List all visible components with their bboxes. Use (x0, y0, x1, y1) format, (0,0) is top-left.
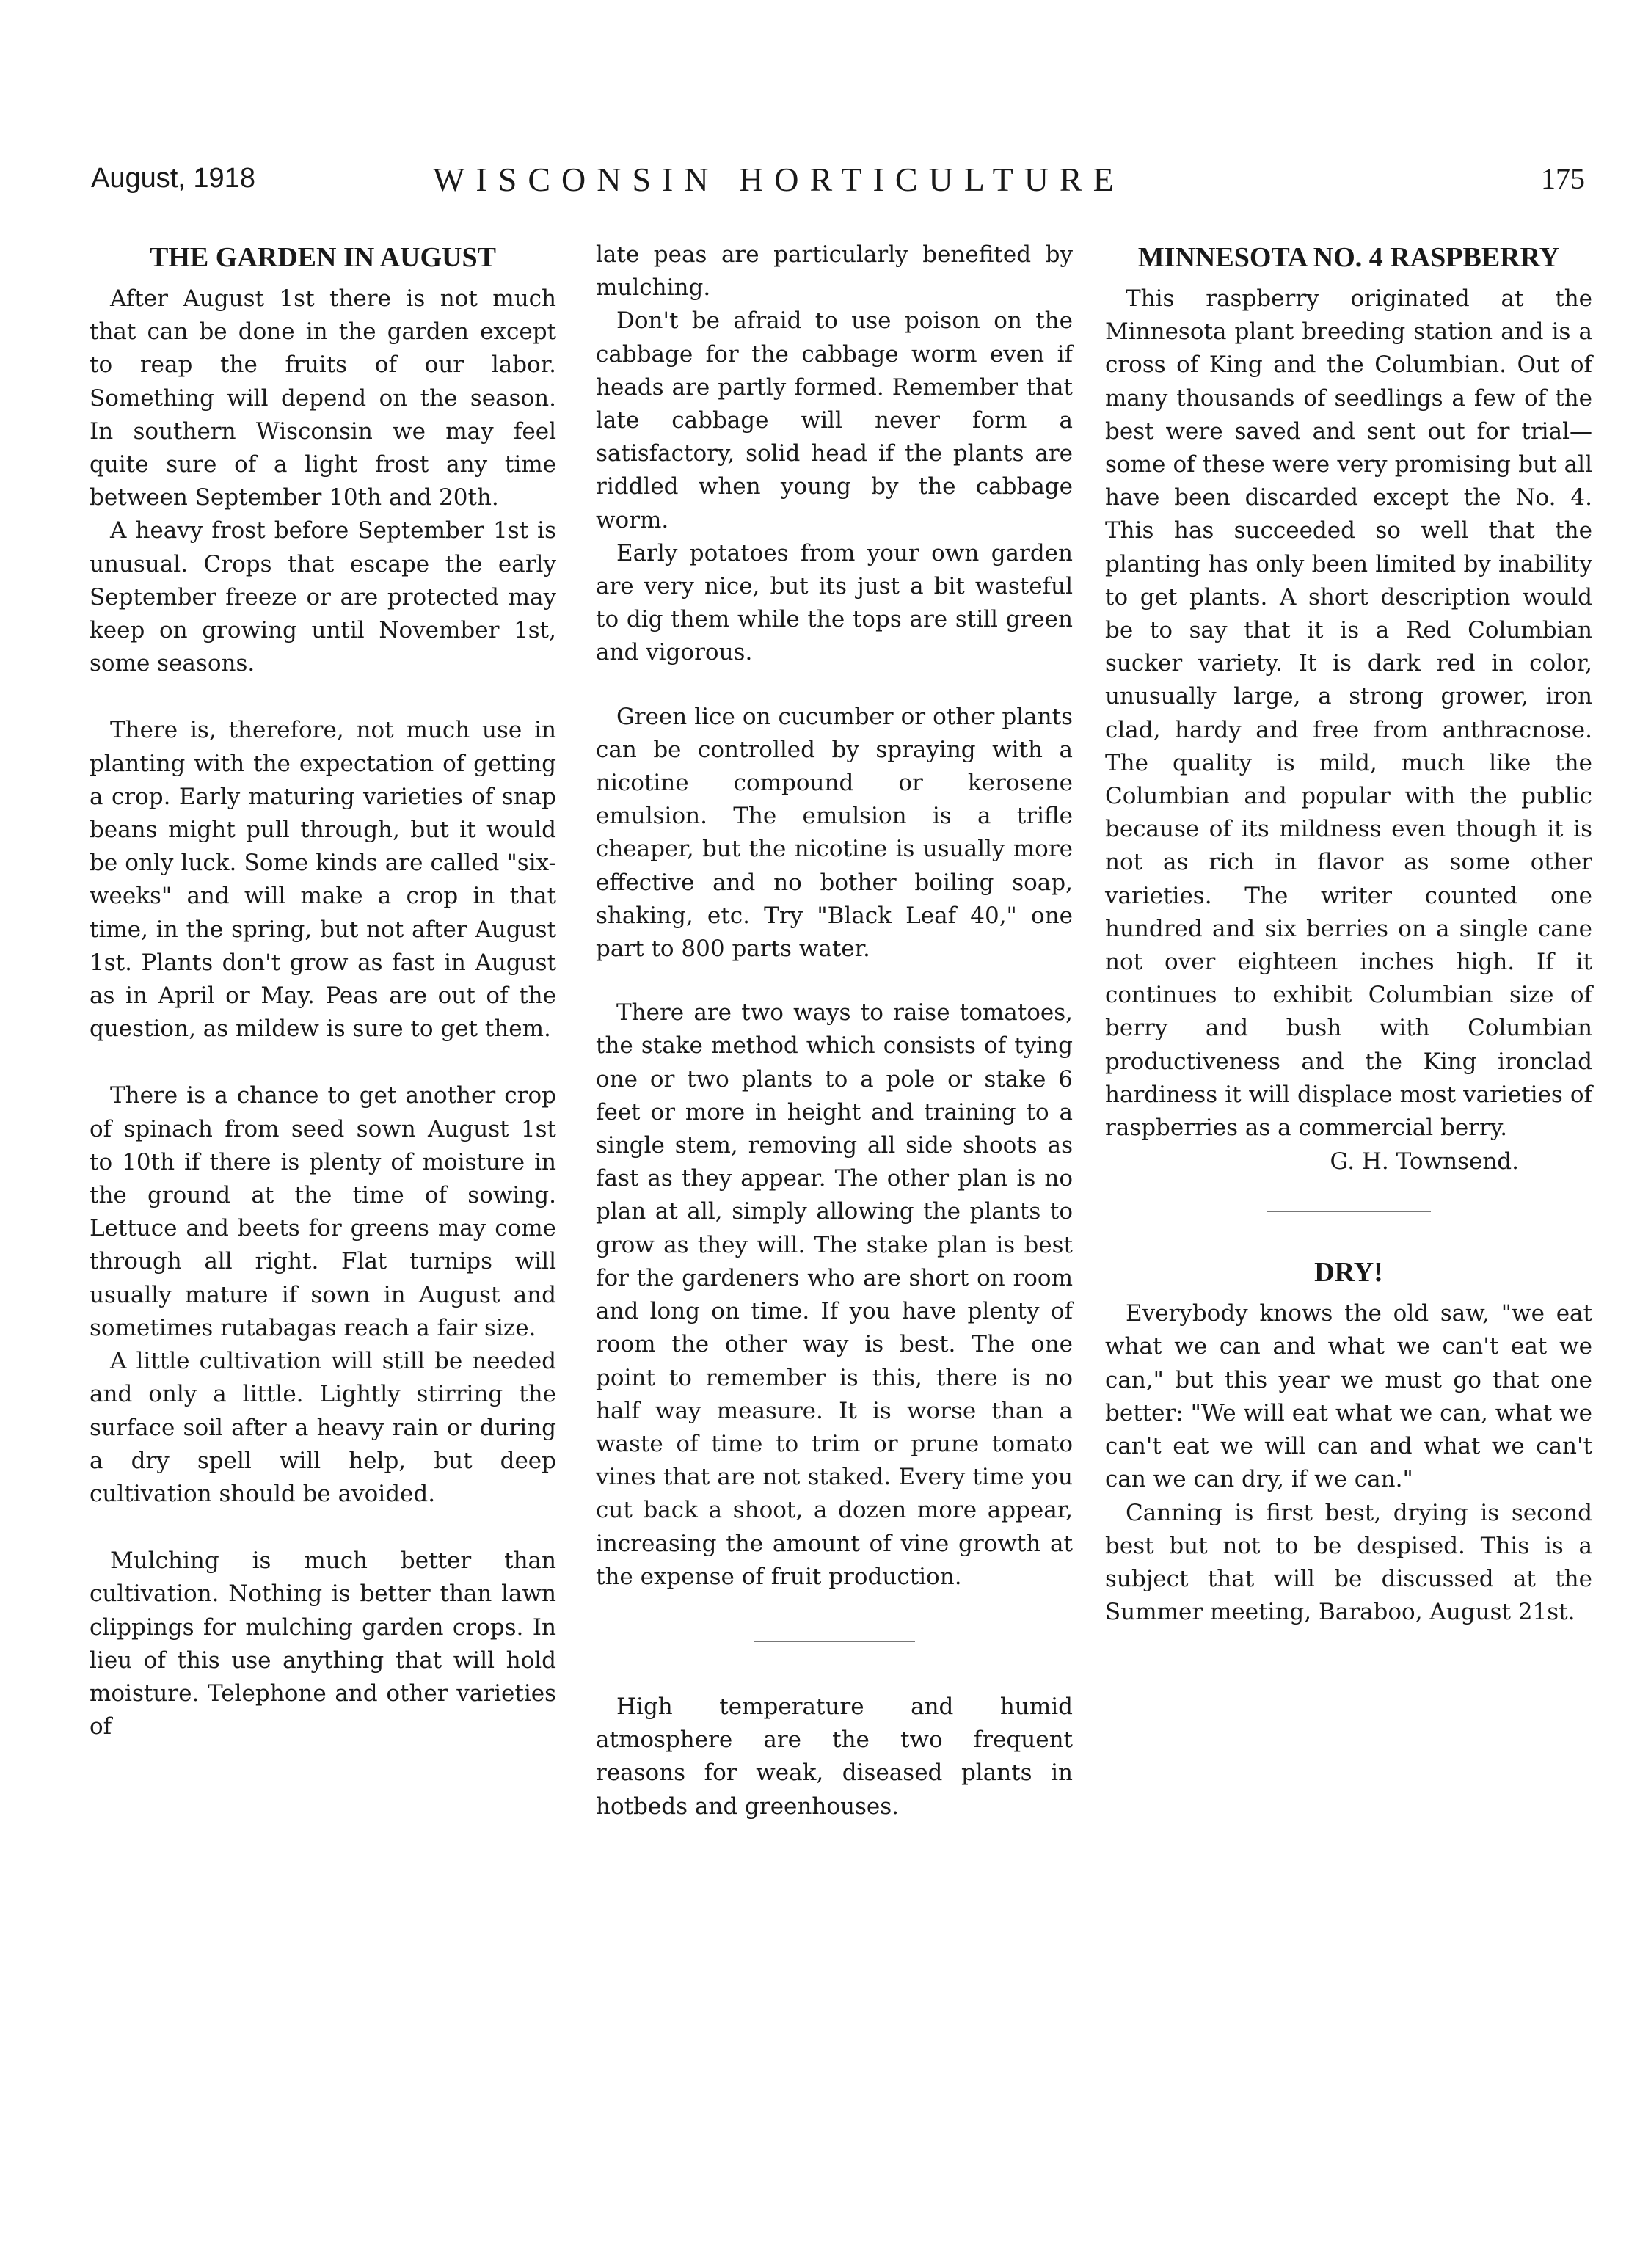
section-divider (754, 1641, 915, 1642)
column-3 (1105, 238, 1592, 1629)
dry-paragraph-1: Everybody knows the old saw, "we eat what we can and what we can't eat we can," but this year we must go that one better: "We will eat what we can, what we can't eat we will can and what we can't can we can dry, if we can." (1105, 1300, 1592, 1493)
page-number: 175 (1541, 162, 1585, 195)
raspberry-paragraph: This raspberry originated at the Minnesota plant breeding station and is a cross of King and the Columbian. Out of many thousands of seedlings a few of the best were saved and sent out for trial—some of these were very promising but all have been discarded except the No. 4. This has succeeded so well that the planting has only been limited by inability to get plants. A short description would be to say that it is a Red Columbian sucker variety. It is dark red in color, unusually large, a strong grower, iron clad, hardy and free from anthracnose. The quality is mild, much like the Columbian and popular with the public because of its mildness even though it is not as rich in flavor as some other varieties. The writer counted one hundred and six berries on a single cane not over eighteen inches high. If it continues to exhibit Columbian size of berry and bush with Columbian productiveness and the King ironclad hardiness it will displace most varieties of raspberries as a commercial berry. (1105, 285, 1592, 1142)
author-signature: G. H. Townsend. (1330, 1148, 1519, 1175)
publication-title: WISCONSIN HORTICULTURE (433, 161, 1125, 198)
garden-paragraph-8: Don't be afraid to use poison on the cabbage for the cabbage worm even if heads are partly formed. Remember that late cabbage will never form a satisfactory, solid head if the plants are riddled when young by the cabbage worm. (596, 307, 1073, 533)
hotbed-note: High temperature and humid atmosphere are the two frequent reasons for weak, diseased plants in hotbeds and greenhouses. (596, 1693, 1073, 1820)
garden-paragraph-5: A little cultivation will still be needed and only a little. Lightly stirring the surface soil after a heavy rain or during a dry spell will help, but deep cultivation should be avoided. (90, 1348, 556, 1507)
garden-paragraph-7: late peas are particularly benefited by mulching. (596, 241, 1073, 302)
article-title-garden: THE GARDEN IN AUGUST (150, 242, 496, 273)
running-header (0, 163, 1651, 207)
garden-paragraph-2: A heavy frost before September 1st is unusual. Crops that escape the early September freeze or are protected may keep on growing until November 1st, some seasons. (90, 517, 556, 677)
garden-paragraph-4: There is a chance to get another crop of spinach from seed sown August 1st to 10th if there is plenty of moisture in the ground at the time of sowing. Lettuce and beets for greens may come through all right. Flat turnips will usually mature if sown in August and sometimes rutabagas reach a fair size. (90, 1082, 556, 1341)
garden-paragraph-9: Early potatoes from your own garden are very nice, but its just a bit wasteful to dig them while the tops are still green and vigorous. (596, 539, 1073, 666)
article-title-dry: DRY! (1314, 1257, 1383, 1288)
dry-paragraph-2: Canning is first best, drying is second best but not to be despised. This is a subject that will be discussed at the Summer meeting, Baraboo, August 21st. (1105, 1499, 1592, 1626)
garden-paragraph-10: Green lice on cucumber or other plants can be controlled by spraying with a nicotine compound or kerosene emulsion. The emulsion is a trifle cheaper, but the nicotine is usually more effective and no bother boiling soap, shaking, etc. Try "Black Leaf 40," one part to 800 parts water. (596, 703, 1073, 963)
column-1 (90, 238, 556, 1743)
garden-paragraph-3: There is, therefore, not much use in planting with the expectation of getting a crop. Early maturing varieties of snap beans might pull through, but it would be only luck. Some kinds are called "six-weeks" and will make a crop in that time, in the spring, but not after August 1st. Plants don't grow as fast in August as in April or May. Peas are out of the question, as mildew is sure to get them. (90, 717, 556, 1043)
article-title-raspberry: MINNESOTA NO. 4 RASPBERRY (1137, 242, 1560, 273)
section-divider (1267, 1211, 1431, 1212)
garden-paragraph-1: After August 1st there is not much that can be done in the garden except to reap the fruits of our labor. Something will depend on the season. In southern Wisconsin we may feel quite sure of a light frost any time between September 10th and 20th. (90, 285, 556, 511)
column-2 (596, 238, 1073, 1823)
garden-paragraph-11: There are two ways to raise tomatoes, the stake method which consists of tying one or two plants to a pole or stake 6 feet or more in height and training to a single stem, removing all side shoots as fast as they appear. The other plan is no plan at all, simply allowing the plants to grow as they will. The stake plan is best for the gardeners who are short on room and long on time. If you have plenty of room the other way is best. The one point to remember is this, there is no half way measure. It is worse than a waste of time to trim or prune tomato vines that are not staked. Every time you cut back a shoot, a dozen more appear, increasing the amount of vine growth at the expense of fruit production. (596, 999, 1073, 1590)
issue-date: August, 1918 (91, 163, 255, 194)
garden-paragraph-6: Mulching is much better than cultivation. Nothing is better than lawn clippings for mulching garden crops. In lieu of this use anything that will hold moisture. Telephone and other varieties of (90, 1547, 556, 1740)
